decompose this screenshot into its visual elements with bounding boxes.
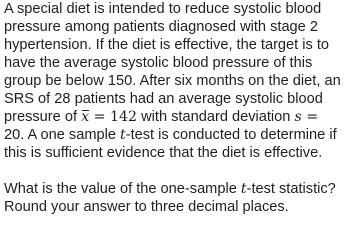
problem-line-8 <box>4 126 350 144</box>
paragraph-gap <box>4 162 350 180</box>
line7-mid: with standard deviation <box>137 109 295 125</box>
problem-line-4: have the average systolic blood pressure of this <box>4 55 313 71</box>
question-suffix: -test statistic? <box>246 181 336 197</box>
question-line-1 <box>4 180 350 198</box>
problem-line-3: hypertension. If the diet is effective, the target is to <box>4 37 330 53</box>
problem-line-7 <box>4 108 350 126</box>
problem-line-6: SRS of 28 patients had an average systolic blood <box>4 91 323 107</box>
s-symbol: s <box>294 109 302 125</box>
line7-prefix: pressure of <box>4 109 82 125</box>
question-line-2: Round your answer to three decimal places. <box>4 199 289 215</box>
line8-prefix: 20. A one sample <box>4 127 121 143</box>
problem-line-1: A special diet is intended to reduce systolic blood <box>4 1 322 17</box>
question-t-symbol: t <box>240 181 247 197</box>
question-prefix: What is the value of the one-sample <box>4 181 241 197</box>
line8-suffix: -test is conducted to determine if <box>125 127 337 143</box>
sd-equals: = <box>301 109 319 125</box>
mean-equals-value: = 142 <box>89 109 138 125</box>
problem-line-9: this is sufficient evidence that the diet is effective. <box>4 145 323 161</box>
problem-text <box>4 0 350 216</box>
problem-line-2: pressure among patients diagnosed with stage 2 <box>4 19 318 35</box>
problem-line-5: group be below 150. After six months on the diet, an <box>4 73 341 89</box>
xbar-symbol: x <box>81 109 90 125</box>
t-symbol: t <box>120 127 126 143</box>
